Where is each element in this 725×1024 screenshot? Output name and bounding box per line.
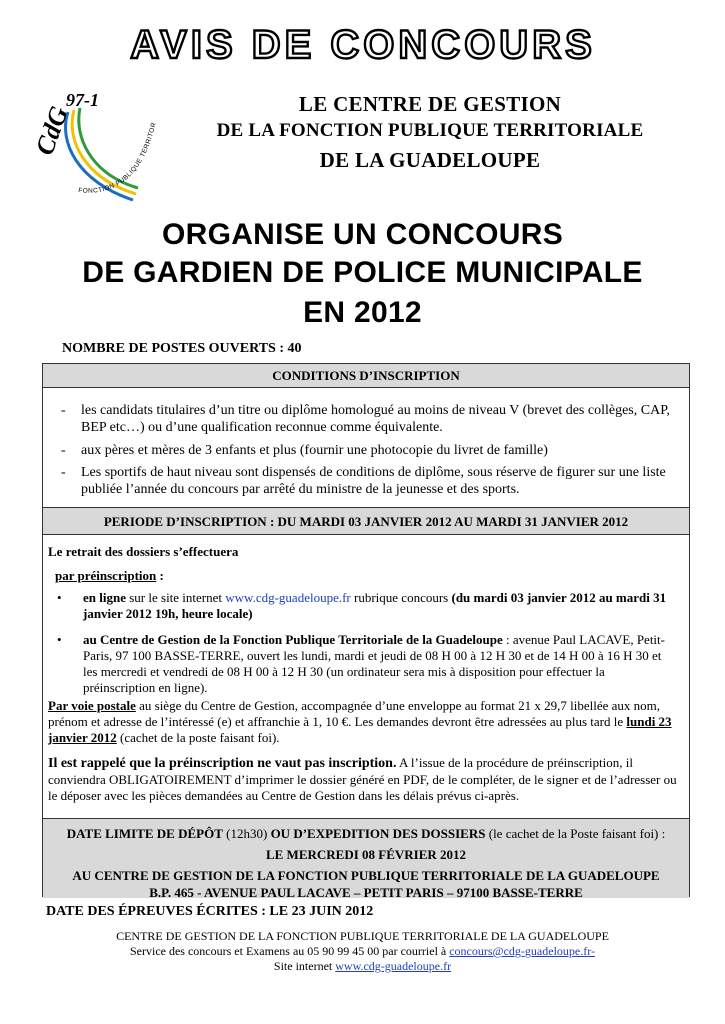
footer-website-link[interactable]: www.cdg-guadeloupe.fr: [335, 959, 452, 973]
email-link[interactable]: concours@cdg-guadeloupe.fr-: [449, 944, 595, 958]
list-item-center: • au Centre de Gestion de la Fonction Publique Territoriale de la Guadeloupe : avenue Paul LACAVE, Petit-Paris, 97 100 BASSE-TERRE, ouvert les lundi, mardi et jeudi de 08 H 00 à 12 H 30 et de 14 H 00 à 16 H 30 et les mercredi et vendredi de 08 H 00 à 12 H 30 (un ordinateur sera mis à disposition pour effectuer la préinscription en ligne).: [57, 632, 665, 695]
conditions-title: CONDITIONS D’INSCRIPTION: [43, 364, 689, 388]
deadline-block: [43, 818, 689, 898]
condition-item: - aux pères et mères de 3 enfants et plus (fournir une photocopie du livret de famille): [61, 443, 548, 458]
website-link[interactable]: www.cdg-guadeloupe.fr: [225, 590, 351, 605]
posts-count: NOMBRE DE POSTES OUVERTS : 40: [62, 341, 302, 356]
footer-line-1: CENTRE DE GESTION DE LA FONCTION PUBLIQUE TERRITORIALE DE LA GUADELOUPE: [116, 929, 609, 943]
headline-line-1: ORGANISE UN CONCOURS: [161, 218, 564, 251]
banner-title-text: AVIS DE CONCOURS: [129, 23, 596, 66]
cdg-logo: [28, 82, 168, 210]
org-line-3: DE LA GUADELOUPE: [319, 148, 541, 172]
org-line-1: LE CENTRE DE GESTION: [298, 92, 562, 116]
deadline-address-1: AU CENTRE DE GESTION DE LA FONCTION PUBLIQUE TERRITORIALE DE LA GUADELOUPE: [72, 868, 660, 883]
footer-line-2: Service des concours et Examens au 05 90 99 45 00 par courriel à concours@cdg-guadeloupe.fr-: [130, 944, 595, 958]
logo-arc-text: FONCTION PUBLIQUE TERRITOR: [77, 121, 158, 195]
deadline-date: LE MERCREDI 08 FÉVRIER 2012: [265, 847, 467, 862]
conditions-frame: [42, 363, 690, 900]
headline-line-2: DE GARDIEN DE POLICE MUNICIPALE: [82, 256, 643, 289]
reminder-paragraph: Il est rappelé que la préinscription ne vaut pas inscription. A l’issue de la procédure de préinscription, il conviendra OBLIGATOIREMENT d’imprimer le dossier généré en PDF, de le compléter, de le signer et de l’adresser ou le déposer avec les pièces demandées au Centre de Gestion dans les délais prévus ci-après.: [48, 755, 677, 803]
retrait-intro: Le retrait des dossiers s’effectuera: [48, 544, 239, 559]
registration-period: PERIODE D’INSCRIPTION : DU MARDI 03 JANVIER 2012 AU MARDI 31 JANVIER 2012: [43, 507, 689, 535]
deadline-line: DATE LIMITE DE DÉPÔT (12h30) OU D’EXPEDITION DES DOSSIERS (le cachet de la Poste faisant foi) :: [66, 826, 666, 841]
condition-item: - Les sportifs de haut niveau sont dispensés de conditions de diplôme, sous réserve de figurer sur une liste publiée l’année du concours par arrêté du ministre de la jeunesse et des sports.: [61, 465, 666, 497]
postal-paragraph: Par voie postale au siège du Centre de Gestion, accompagnée d’une enveloppe au format 21 x 29,7 libellée aux nom, prénom et adresse de l’intéressé (e) et affranchie à 1, 10 €. Les demandes devront être adressées au plus tard le lundi 23 janvier 2012 (cachet de la poste faisant foi).: [48, 698, 672, 745]
preinscription-label: par préinscription :: [55, 568, 164, 583]
org-line-2: DE LA FONCTION PUBLIQUE TERRITORIALE: [216, 120, 644, 141]
list-item-online: • en ligne sur le site internet www.cdg-guadeloupe.fr rubrique concours (du mardi 03 janvier 2012 au mardi 31 janvier 2012 19h, heure locale): [57, 590, 667, 621]
deadline-address-2: B.P. 465 - AVENUE PAUL LACAVE – PETIT PARIS – 97100 BASSE-TERRE: [149, 885, 583, 900]
logo-number: 97-1: [66, 90, 99, 110]
headline-line-3: EN 2012: [303, 296, 422, 329]
footer-line-3: Site internet www.cdg-guadeloupe.fr: [273, 959, 452, 973]
logo-mark: CdG: [29, 102, 74, 159]
banner-title: [0, 22, 725, 66]
condition-item: - les candidats titulaires d’un titre ou diplôme homologué au moins de niveau V (brevet des collèges, CAP, BEP etc…) ou d’une qualification reconnue comme équivalente.: [61, 403, 670, 435]
written-exam-date: DATE DES ÉPREUVES ÉCRITES : LE 23 JUIN 2012: [46, 904, 374, 919]
